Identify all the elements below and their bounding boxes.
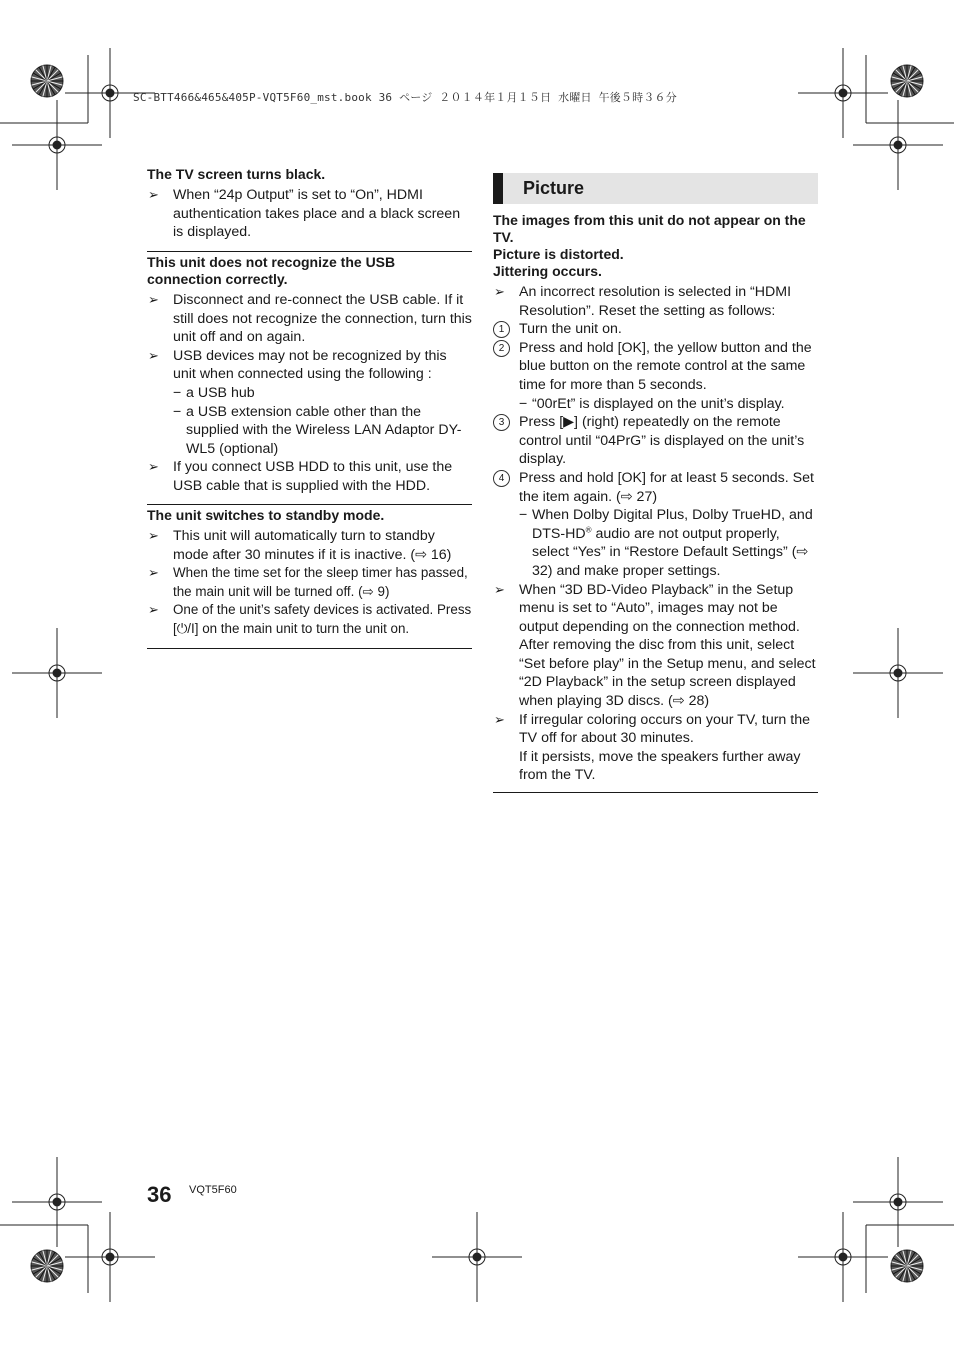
section-title: The TV screen turns black. bbox=[147, 166, 326, 182]
bullet-arrow-icon: ➢ bbox=[148, 347, 159, 363]
heading-accent bbox=[493, 173, 503, 204]
page-number: 36 bbox=[147, 1182, 172, 1207]
section-picture bbox=[493, 212, 818, 785]
divider bbox=[147, 648, 472, 649]
document-code: VQT5F60 bbox=[189, 1184, 237, 1196]
section-title: Picture is distorted. bbox=[493, 246, 624, 262]
list-item: ➢ If you connect USB HDD to this unit, use the USB cable that is supplied with the HDD. bbox=[148, 459, 453, 494]
section-title: Jittering occurs. bbox=[493, 263, 602, 279]
sub-item: − “00rEt” is displayed on the unit’s display. bbox=[519, 395, 785, 412]
bullet-arrow-icon: ➢ bbox=[148, 528, 159, 543]
step-item: 3 Press [▶] (right) repeatedly on the remote control until “04PrG” is displayed on the unit’s display. bbox=[493, 413, 818, 469]
divider bbox=[493, 792, 818, 793]
step-item: 4 Press and hold [OK] for at least 5 seconds. Set the item again. (⇨ 27) − When Dolby Digital Plus, Dolby TrueHD, and DTS-HD® audio are not output properly, select “Yes” in “Restore Default Settings” (⇨ 32) and make proper settings. bbox=[493, 469, 818, 581]
section-tv-black bbox=[147, 166, 472, 242]
step-number: 2 bbox=[493, 340, 510, 357]
bullet-arrow-icon: ➢ bbox=[148, 565, 159, 581]
sunburst-mark bbox=[31, 65, 63, 97]
list-item: ➢ Disconnect and re-connect the USB cable. If it still does not recognize the connection, turn this unit off and on again. bbox=[148, 292, 472, 346]
list-item: ➢ When the time set for the sleep timer has passed, the main unit will be turned off. (⇨ 9) bbox=[148, 565, 468, 599]
sub-item: − When Dolby Digital Plus, Dolby TrueHD, and DTS-HD® audio are not output properly, select “Yes” in “Restore Default Settings” (⇨ 32) and make proper settings. bbox=[519, 507, 813, 579]
list-item: ➢ One of the unit’s safety devices is activated. Press [⏻/I] on the main unit to turn the unit on. bbox=[148, 602, 472, 636]
sunburst-mark bbox=[31, 1250, 63, 1282]
bullet-arrow-icon: ➢ bbox=[494, 581, 505, 597]
bullet-arrow-icon: ➢ bbox=[148, 187, 159, 202]
sub-item: − a USB extension cable other than the supplied with the Wireless LAN Adaptor DY-WL5 (optional) bbox=[173, 403, 462, 457]
bullet-arrow-icon: ➢ bbox=[148, 459, 159, 475]
divider bbox=[147, 504, 472, 505]
section-title: The images from this unit do not appear on the TV. bbox=[493, 212, 806, 245]
sunburst-mark bbox=[891, 65, 923, 97]
step-number: 4 bbox=[493, 470, 510, 487]
section-heading-bar bbox=[493, 173, 818, 204]
crosshair-mark bbox=[12, 628, 102, 718]
list-item: ➢ This unit will automatically turn to standby mode after 30 minutes if it is inactive. (⇨ 16) bbox=[148, 528, 452, 563]
list-item: ➢ When “24p Output” is set to “On”, HDMI authentication takes place and a black screen is displayed. bbox=[148, 187, 461, 241]
sunburst-mark bbox=[891, 1250, 923, 1282]
list-item: ➢ If irregular coloring occurs on your TV, turn the TV off for about 30 minutes. If it persists, move the speakers further away from the TV. bbox=[494, 711, 810, 784]
section-title: The unit switches to standby mode. bbox=[147, 507, 385, 523]
step-item: 2 Press and hold [OK], the yellow button and the blue button on the remote control at the same time for more than 5 seconds. − “00rEt” is displayed on the unit’s display. bbox=[493, 339, 818, 413]
bullet-arrow-icon: ➢ bbox=[494, 711, 505, 727]
step-number: 3 bbox=[493, 414, 510, 431]
print-header: SC-BTT466&465&405P-VQT5F60_mst.book 36 ページ ２０１４年１月１５日 水曜日 午後５時３６分 bbox=[133, 91, 677, 104]
list-item: ➢ When “3D BD-Video Playback” in the Setup menu is set to “Auto”, images may not be output depending on the connection method. After removing the disc from this unit, select “Set before play” in the Setup menu, and select “2D Playback” in the setup screen displayed when playing 3D discs. (⇨ 28) bbox=[494, 581, 816, 710]
crosshair-mark bbox=[853, 628, 943, 718]
section-title: This unit does not recognize the USB connection correctly. bbox=[147, 254, 396, 287]
step-item: 1 Turn the unit on. bbox=[493, 320, 818, 339]
list-item: ➢ An incorrect resolution is selected in “HDMI Resolution”. Reset the setting as follows: bbox=[494, 284, 792, 319]
bullet-arrow-icon: ➢ bbox=[494, 284, 505, 299]
crosshair-mark bbox=[798, 48, 888, 138]
list-item: ➢ USB devices may not be recognized by this unit when connected using the following : − a USB hub − a USB extension cable other than the supplied with the Wireless LAN Adaptor DY-WL5 (optional) bbox=[147, 347, 472, 459]
sub-item: − a USB hub bbox=[173, 384, 255, 401]
crosshair-mark bbox=[432, 1212, 522, 1302]
bullet-arrow-icon: ➢ bbox=[148, 292, 159, 307]
bullet-arrow-icon: ➢ bbox=[148, 602, 159, 618]
section-heading: Picture bbox=[523, 178, 585, 198]
section-usb bbox=[147, 254, 472, 496]
step-number: 1 bbox=[493, 321, 510, 338]
section-standby bbox=[147, 507, 472, 639]
divider bbox=[147, 251, 472, 252]
